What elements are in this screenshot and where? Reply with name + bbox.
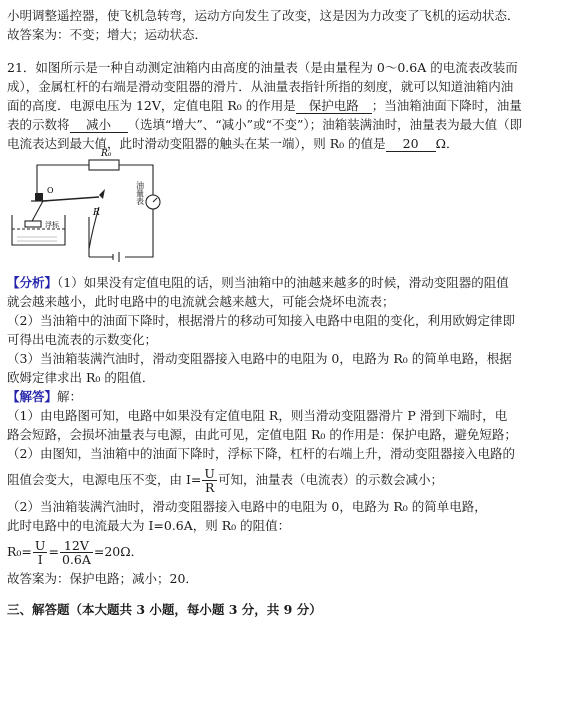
analysis-line-5: （3）当油箱装满汽油时，滑动变阻器接入电路中的电阻为 0，电路为 R₀ 的简单电路，根据: [7, 351, 512, 366]
answer-blank-3: 20: [386, 136, 436, 152]
analysis-line-1: [7, 273, 565, 292]
analysis-line-6: 欧姆定律求出 R₀ 的阻值．: [7, 370, 155, 385]
meter-label: 油量表: [135, 181, 145, 205]
solution-line-2: 路会短路，会损坏油量表与电源，由此可见，定值电阻 R₀ 的作用是：保护电路，避免短路；: [7, 427, 517, 442]
tank-label: 浮标: [45, 221, 59, 229]
equation-fraction-1-num: U: [34, 538, 46, 553]
solution-equation: [7, 535, 565, 569]
answer-blank-1: 保护电路: [296, 98, 372, 114]
solution-tag-tail: 解：: [57, 389, 83, 404]
equation-fraction-1-den: I: [37, 552, 43, 567]
equation-fraction-2: [60, 539, 93, 566]
q21-line-3-text: 面的高度．电源电压为 12V，定值电阻 R₀ 的作用是: [7, 98, 296, 113]
analysis-line-3: （2）当油箱中的油面下降时，根据滑片的移动可知接入电路中电阻的变化，利用欧姆定律即: [7, 313, 515, 328]
equation-lhs: R₀=: [7, 544, 32, 559]
solution-header: [7, 387, 565, 406]
solution-line-3: （2）由图知，当油箱中的油面下降时，浮标下降，杠杆的右端上升，滑动变阻器接入电路的: [7, 446, 515, 461]
q21-line-4-tail: （选填“增大”、“减小”或“不变”）；油箱装满油时，油量表为最大值（即: [127, 117, 523, 132]
q21-line-5: [7, 134, 565, 153]
solution-line-4-tail: 可知，油量表（电流表）的示数会减小；: [217, 472, 443, 487]
solution-section: [7, 387, 565, 588]
equation-fraction-2-num: 12V: [60, 539, 93, 553]
fraction-numerator: U: [204, 466, 215, 481]
r0-label: R₀: [101, 149, 112, 159]
analysis-section: [7, 273, 565, 387]
equation-equals: =: [48, 544, 59, 559]
q21-line-3: [7, 96, 565, 115]
document-page: [7, 6, 565, 619]
r-label: R: [93, 208, 100, 218]
analysis-line-4: 可得出电流表的示数变化；: [7, 332, 158, 347]
prev-answer-line-2: 故答案为：不变；增大；运动状态．: [7, 27, 208, 42]
solution-line-4-text: 阻值会变大，电源电压不变，由 I=: [7, 472, 202, 487]
q21-line-2: 成），金属杠杆的右端是滑动变阻器的滑片．从油量表指针所指的刻度，就可以知道油箱内油: [7, 79, 514, 94]
analysis-tag: 【分析】: [7, 275, 58, 290]
solution-tag: 【解答】: [7, 389, 58, 404]
q21-line-3-tail: ；当油箱油面下降时，油量: [371, 98, 522, 113]
solution-line-6: 此时电路中的电流最大为 I=0.6A，则 R₀ 的阻值：: [7, 518, 291, 533]
question-21: [7, 58, 565, 153]
fraction-denominator: R: [204, 480, 215, 495]
equation-fraction-2-den: 0.6A: [61, 552, 91, 567]
ohm-law-fraction: [202, 467, 217, 494]
q21-line-5-tail: Ω．: [435, 136, 459, 151]
prev-answer-line-1: 小明调整遥控器，使飞机急转弯，运动方向发生了改变，这是因为力改变了飞机的运动状态．: [7, 8, 520, 23]
q21-line-1: 21．如图所示是一种自动测定油箱内由高度的油量表（是由量程为 0～0.6A 的电流表改装而: [7, 60, 518, 75]
circuit-diagram: [7, 149, 167, 267]
equation-result: =20Ω．: [93, 544, 144, 559]
solution-line-4: [7, 463, 565, 497]
circuit-figure: [7, 149, 167, 267]
q21-line-5-text: 电流表达到最大值，此时滑动变阻器的触头在某一端），则 R₀ 的值是: [7, 136, 386, 151]
final-answer: 故答案为：保护电路；减小；20．: [7, 571, 198, 586]
equation-fraction-1: [33, 539, 48, 566]
analysis-line-1-text: （1）如果没有定值电阻的话，则当油箱中的油越来越多的时候，滑动变阻器的阻值: [57, 275, 509, 290]
solution-line-1: （1）由电路图可知，电路中如果没有定值电阻 R，则当滑动变阻器滑片 P 滑到下端时，电: [7, 408, 508, 423]
solution-line-5: （2）当油箱装满汽油时，滑动变阻器接入电路中的电阻为 0，电路为 R₀ 的简单电路，: [7, 499, 487, 514]
pivot-label: O: [47, 186, 54, 195]
section-3-heading: 三、解答题（本大题共 3 小题，每小题 3 分，共 9 分）: [7, 602, 322, 617]
q21-line-4: [7, 115, 565, 134]
q21-line-4-text: 表的示数将: [7, 117, 70, 132]
answer-blank-2: 减小: [70, 117, 128, 133]
analysis-line-2: 就会越来越小，此时电路中的电流就会越来越大，可能会烧坏电流表；: [7, 294, 395, 309]
